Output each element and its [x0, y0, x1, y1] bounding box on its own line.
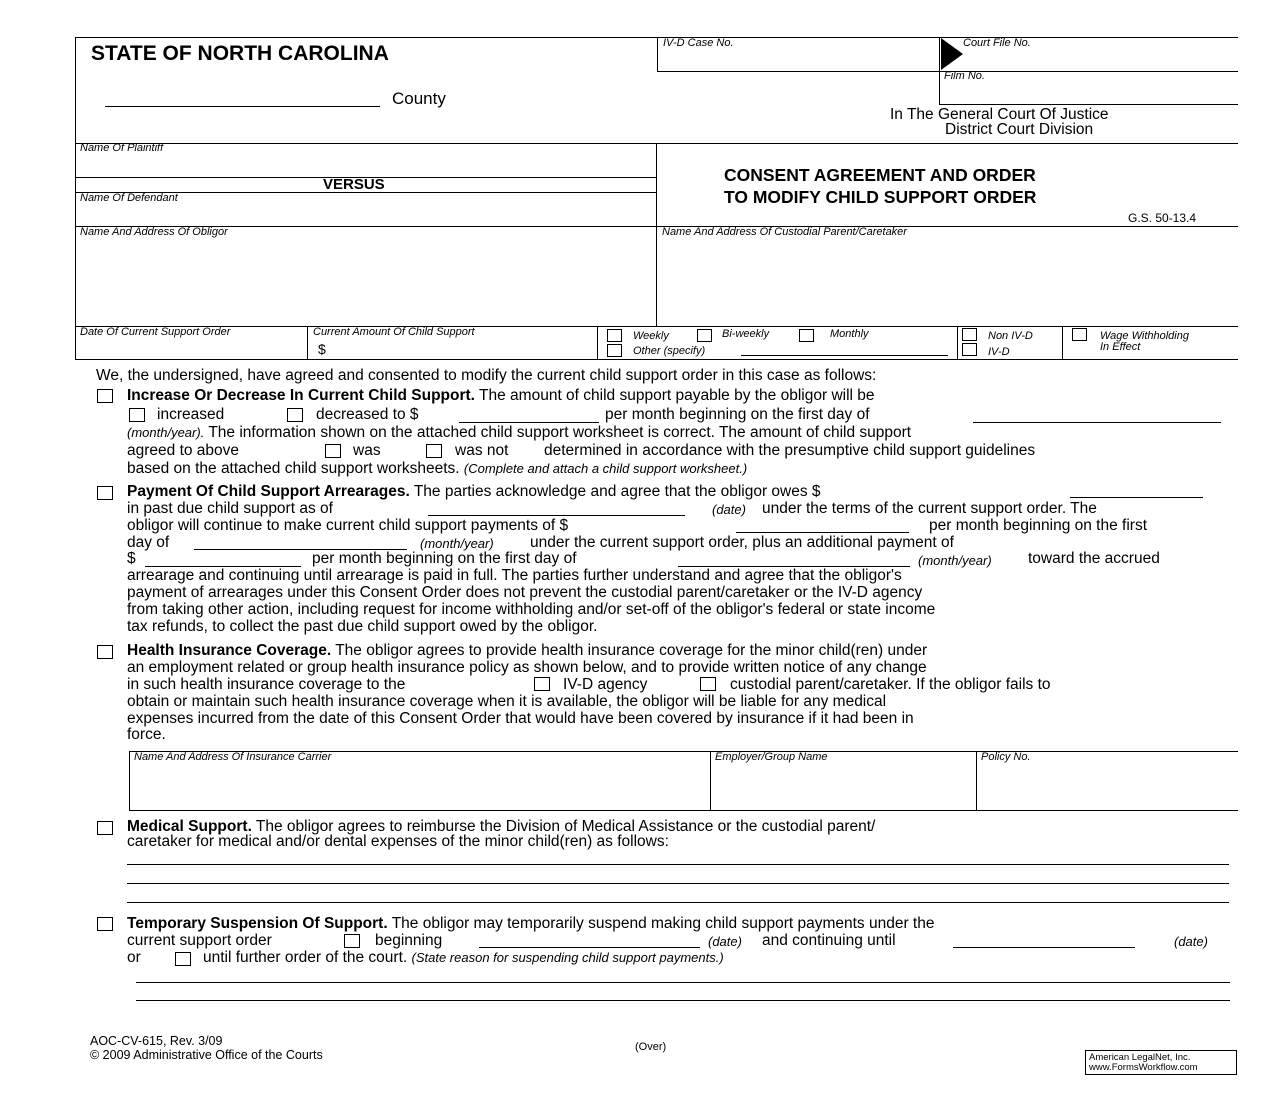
was-not-label: was not: [455, 442, 509, 459]
s2-continue: obligor will continue to make current child support payments of $: [127, 517, 569, 534]
support-date-field[interactable]: [78, 340, 304, 357]
s2-line-f: arrearage and continuing until arrearage is paid in full. The parties further understand and agree that the obligor's: [127, 567, 902, 584]
temporary-suspension-checkbox[interactable]: [97, 917, 113, 931]
other-label: Other (specify): [633, 345, 706, 357]
decreased-checkbox[interactable]: [287, 408, 303, 422]
statute-ref: G.S. 50-13.4: [1128, 211, 1197, 225]
suspend-until-date-field[interactable]: [953, 933, 1135, 947]
s5-beginning: beginning: [375, 932, 443, 949]
form-title-line-2: TO MODIFY CHILD SUPPORT ORDER: [724, 187, 1037, 207]
corner-marker-icon: [941, 38, 963, 70]
support-amount-label: Current Amount Of Child Support: [313, 326, 475, 338]
biweekly-checkbox[interactable]: [697, 329, 712, 342]
monthly-label: Monthly: [830, 328, 869, 340]
over-label: (Over): [635, 1041, 667, 1053]
s5-date-label: (date): [708, 934, 742, 949]
s2-month-year-2: (month/year): [918, 553, 992, 568]
s2-past-due: in past due child support as of: [127, 500, 333, 517]
other-specify-field[interactable]: [741, 343, 948, 355]
s1-line-3: [127, 424, 911, 441]
custodial-field[interactable]: [660, 240, 1236, 324]
arrears-date-field[interactable]: [428, 501, 685, 515]
plaintiff-label: Name Of Plaintiff: [80, 142, 164, 154]
s2-per-month-first: per month beginning on the first: [929, 517, 1147, 534]
s1-worksheet-text: The information shown on the attached child support worksheet is correct. The amount of child support: [208, 424, 912, 441]
court-file-label: Court File No.: [963, 37, 1031, 49]
s2-text-a: The parties acknowledge and agree that the obligor owes $: [413, 483, 821, 500]
dollar-sign: $: [318, 341, 326, 357]
s2-line-i: tax refunds, to collect the past due child support owed by the obligor.: [127, 618, 598, 635]
s2-date-label: (date): [712, 502, 746, 517]
custodial-parent-checkbox[interactable]: [700, 677, 716, 691]
s3-heading: Health Insurance Coverage.: [127, 642, 332, 659]
obligor-label: Name And Address Of Obligor: [80, 226, 228, 238]
s5-or: or: [127, 949, 141, 966]
was-checkbox[interactable]: [325, 444, 341, 458]
other-checkbox[interactable]: [607, 344, 622, 357]
current-payment-field[interactable]: [736, 518, 909, 532]
court-line-2: District Court Division: [945, 121, 1094, 138]
health-insurance-checkbox[interactable]: [97, 645, 113, 659]
suspend-beginning-checkbox[interactable]: [344, 934, 360, 948]
support-date-label: Date Of Current Support Order: [80, 326, 231, 338]
s3-line-d: obtain or maintain such health insurance coverage when it is available, the obligor will be liable for any medical: [127, 693, 887, 710]
s1-instruction: (Complete and attach a child support worksheet.): [463, 461, 748, 476]
employer-label: Employer/Group Name: [715, 751, 828, 763]
medical-support-field[interactable]: [127, 848, 1229, 902]
increase-decrease-checkbox[interactable]: [97, 389, 113, 403]
medical-support-checkbox[interactable]: [97, 821, 113, 835]
s5-line-1: [127, 915, 934, 932]
arrearages-checkbox[interactable]: [97, 486, 113, 500]
policy-label: Policy No.: [981, 751, 1031, 763]
s5-line-3: [203, 949, 724, 966]
s2-line-h: from taking other action, including request for income withholding and/or set-off of the obligor's federal or state income: [127, 601, 936, 618]
non-ivd-checkbox[interactable]: [962, 328, 977, 341]
carrier-field[interactable]: [132, 765, 707, 808]
s1-month-year: (month/year).: [127, 425, 205, 440]
s1-heading: Increase Or Decrease In Current Child Support.: [127, 387, 475, 404]
defendant-field[interactable]: [78, 206, 653, 225]
additional-payment-month-field[interactable]: [678, 552, 910, 566]
s2-toward: toward the accrued: [1028, 550, 1160, 567]
arrears-owed-field[interactable]: [1070, 484, 1203, 497]
weekly-checkbox[interactable]: [607, 329, 622, 342]
s3-line-1: [127, 642, 927, 659]
custodial-parent-label: custodial parent/caretaker. If the obligor fails to: [730, 676, 1051, 693]
was-label: was: [353, 442, 381, 459]
county-field[interactable]: [105, 88, 380, 106]
film-field[interactable]: [945, 84, 1235, 103]
s1-per-month: per month beginning on the first day of: [605, 406, 870, 423]
s5-current-order: current support order: [127, 932, 272, 949]
s1-determined: determined in accordance with the presumptive child support guidelines: [544, 442, 1036, 459]
suspension-reason-field[interactable]: [136, 966, 1230, 1000]
ivd-agency-checkbox[interactable]: [534, 677, 550, 691]
s1-agreed: agreed to above: [127, 442, 240, 459]
s2-additional: under the current support order, plus an additional payment of: [530, 534, 954, 551]
current-payment-month-field[interactable]: [194, 535, 407, 549]
s4-text-a: The obligor agrees to reimburse the Division of Medical Assistance or the custodial parent/: [255, 818, 876, 835]
wage-withholding-label-1: Wage Withholding: [1100, 330, 1189, 342]
s4-heading: Medical Support.: [127, 818, 252, 835]
ivd-checkbox[interactable]: [962, 343, 977, 356]
s1-line-5: [127, 460, 747, 477]
form-number: AOC-CV-615, Rev. 3/09: [90, 1034, 223, 1048]
ivd-case-label: IV-D Case No.: [663, 37, 734, 49]
monthly-checkbox[interactable]: [799, 329, 814, 342]
brand-line-1: American LegalNet, Inc.: [1089, 1052, 1191, 1063]
ivd-label: IV-D: [988, 346, 1010, 358]
s3-line-c: in such health insurance coverage to the: [127, 676, 406, 693]
s2-heading: Payment Of Child Support Arrearages.: [127, 483, 410, 500]
s5-continuing: and continuing until: [762, 932, 896, 949]
ivd-agency-label: IV-D agency: [563, 676, 648, 693]
weekly-label: Weekly: [633, 330, 669, 342]
s3-line-f: force.: [127, 726, 166, 743]
s2-dollar: $: [127, 550, 136, 567]
wage-withholding-checkbox[interactable]: [1072, 328, 1087, 341]
carrier-label: Name And Address Of Insurance Carrier: [134, 751, 332, 763]
s3-line-e: expenses incurred from the date of this Consent Order that would have been covered by insurance if it had been in: [127, 710, 914, 727]
s5-date-label-2: (date): [1174, 934, 1208, 949]
brand-line-2: www.FormsWorkflow.com: [1089, 1062, 1198, 1073]
decreased-label: decreased to $: [316, 406, 419, 423]
increased-label: increased: [157, 406, 225, 423]
s5-heading: Temporary Suspension Of Support.: [127, 915, 388, 932]
s2-month-year: (month/year): [420, 536, 494, 551]
additional-payment-field[interactable]: [145, 552, 301, 566]
s2-per-month-day: per month beginning on the first day of: [312, 550, 577, 567]
s3-line-b: an employment related or group health insurance policy as shown below, and to provide written notice of any change: [127, 659, 927, 676]
intro-text: We, the undersigned, have agreed and consented to modify the current child support order in this case as follows:: [96, 367, 877, 384]
s3-text-a: The obligor agrees to provide health insurance coverage for the minor child(ren) under: [335, 642, 928, 659]
s1-begin-month-field[interactable]: [973, 407, 1221, 422]
s5-text-a: The obligor may temporarily suspend making child support payments under the: [391, 915, 935, 932]
court-line-1: In The General Court Of Justice: [890, 106, 1109, 123]
s1-line-1: [127, 387, 875, 404]
employer-field[interactable]: [713, 765, 973, 808]
s1-based-on: based on the attached child support worksheets.: [127, 460, 460, 477]
increased-checkbox[interactable]: [129, 408, 145, 422]
s5-instruction: (State reason for suspending child support payments.): [411, 950, 724, 965]
state-title: STATE OF NORTH CAROLINA: [91, 42, 389, 65]
plaintiff-field[interactable]: [78, 156, 653, 176]
form-title-line-1: CONSENT AGREEMENT AND ORDER: [724, 165, 1036, 185]
defendant-label: Name Of Defendant: [80, 192, 178, 204]
non-ivd-label: Non IV-D: [988, 330, 1033, 342]
support-amount-field[interactable]: [330, 340, 594, 357]
obligor-field[interactable]: [78, 240, 653, 324]
film-label: Film No.: [944, 70, 985, 82]
s2-day-of: day of: [127, 534, 170, 551]
s4-line-b: caretaker for medical and/or dental expenses of the minor child(ren) as follows:: [127, 833, 669, 850]
s5-until-further: until further order of the court.: [203, 949, 408, 966]
policy-field[interactable]: [979, 765, 1236, 808]
custodial-label: Name And Address Of Custodial Parent/Caretaker: [662, 226, 907, 238]
s2-line-g: payment of arrearages under this Consent Order does not prevent the custodial parent/caretaker or the IV-D agency: [127, 584, 923, 601]
wage-withholding-label-2: In Effect: [1100, 341, 1141, 353]
until-further-order-checkbox[interactable]: [175, 952, 191, 966]
suspend-begin-date-field[interactable]: [479, 933, 700, 947]
court-file-field[interactable]: [965, 50, 1235, 70]
versus-label: VERSUS: [323, 176, 385, 193]
county-label: County: [392, 89, 446, 108]
s2-under-terms: under the terms of the current support order. The: [762, 500, 1097, 517]
s2-line-1: [127, 483, 821, 500]
decreased-amount-field[interactable]: [459, 407, 599, 422]
ivd-case-field[interactable]: [660, 50, 936, 70]
was-not-checkbox[interactable]: [426, 444, 442, 458]
copyright: © 2009 Administrative Office of the Courts: [90, 1048, 323, 1062]
s1-text-a: The amount of child support payable by the obligor will be: [479, 387, 875, 404]
biweekly-label: Bi-weekly: [722, 328, 770, 340]
